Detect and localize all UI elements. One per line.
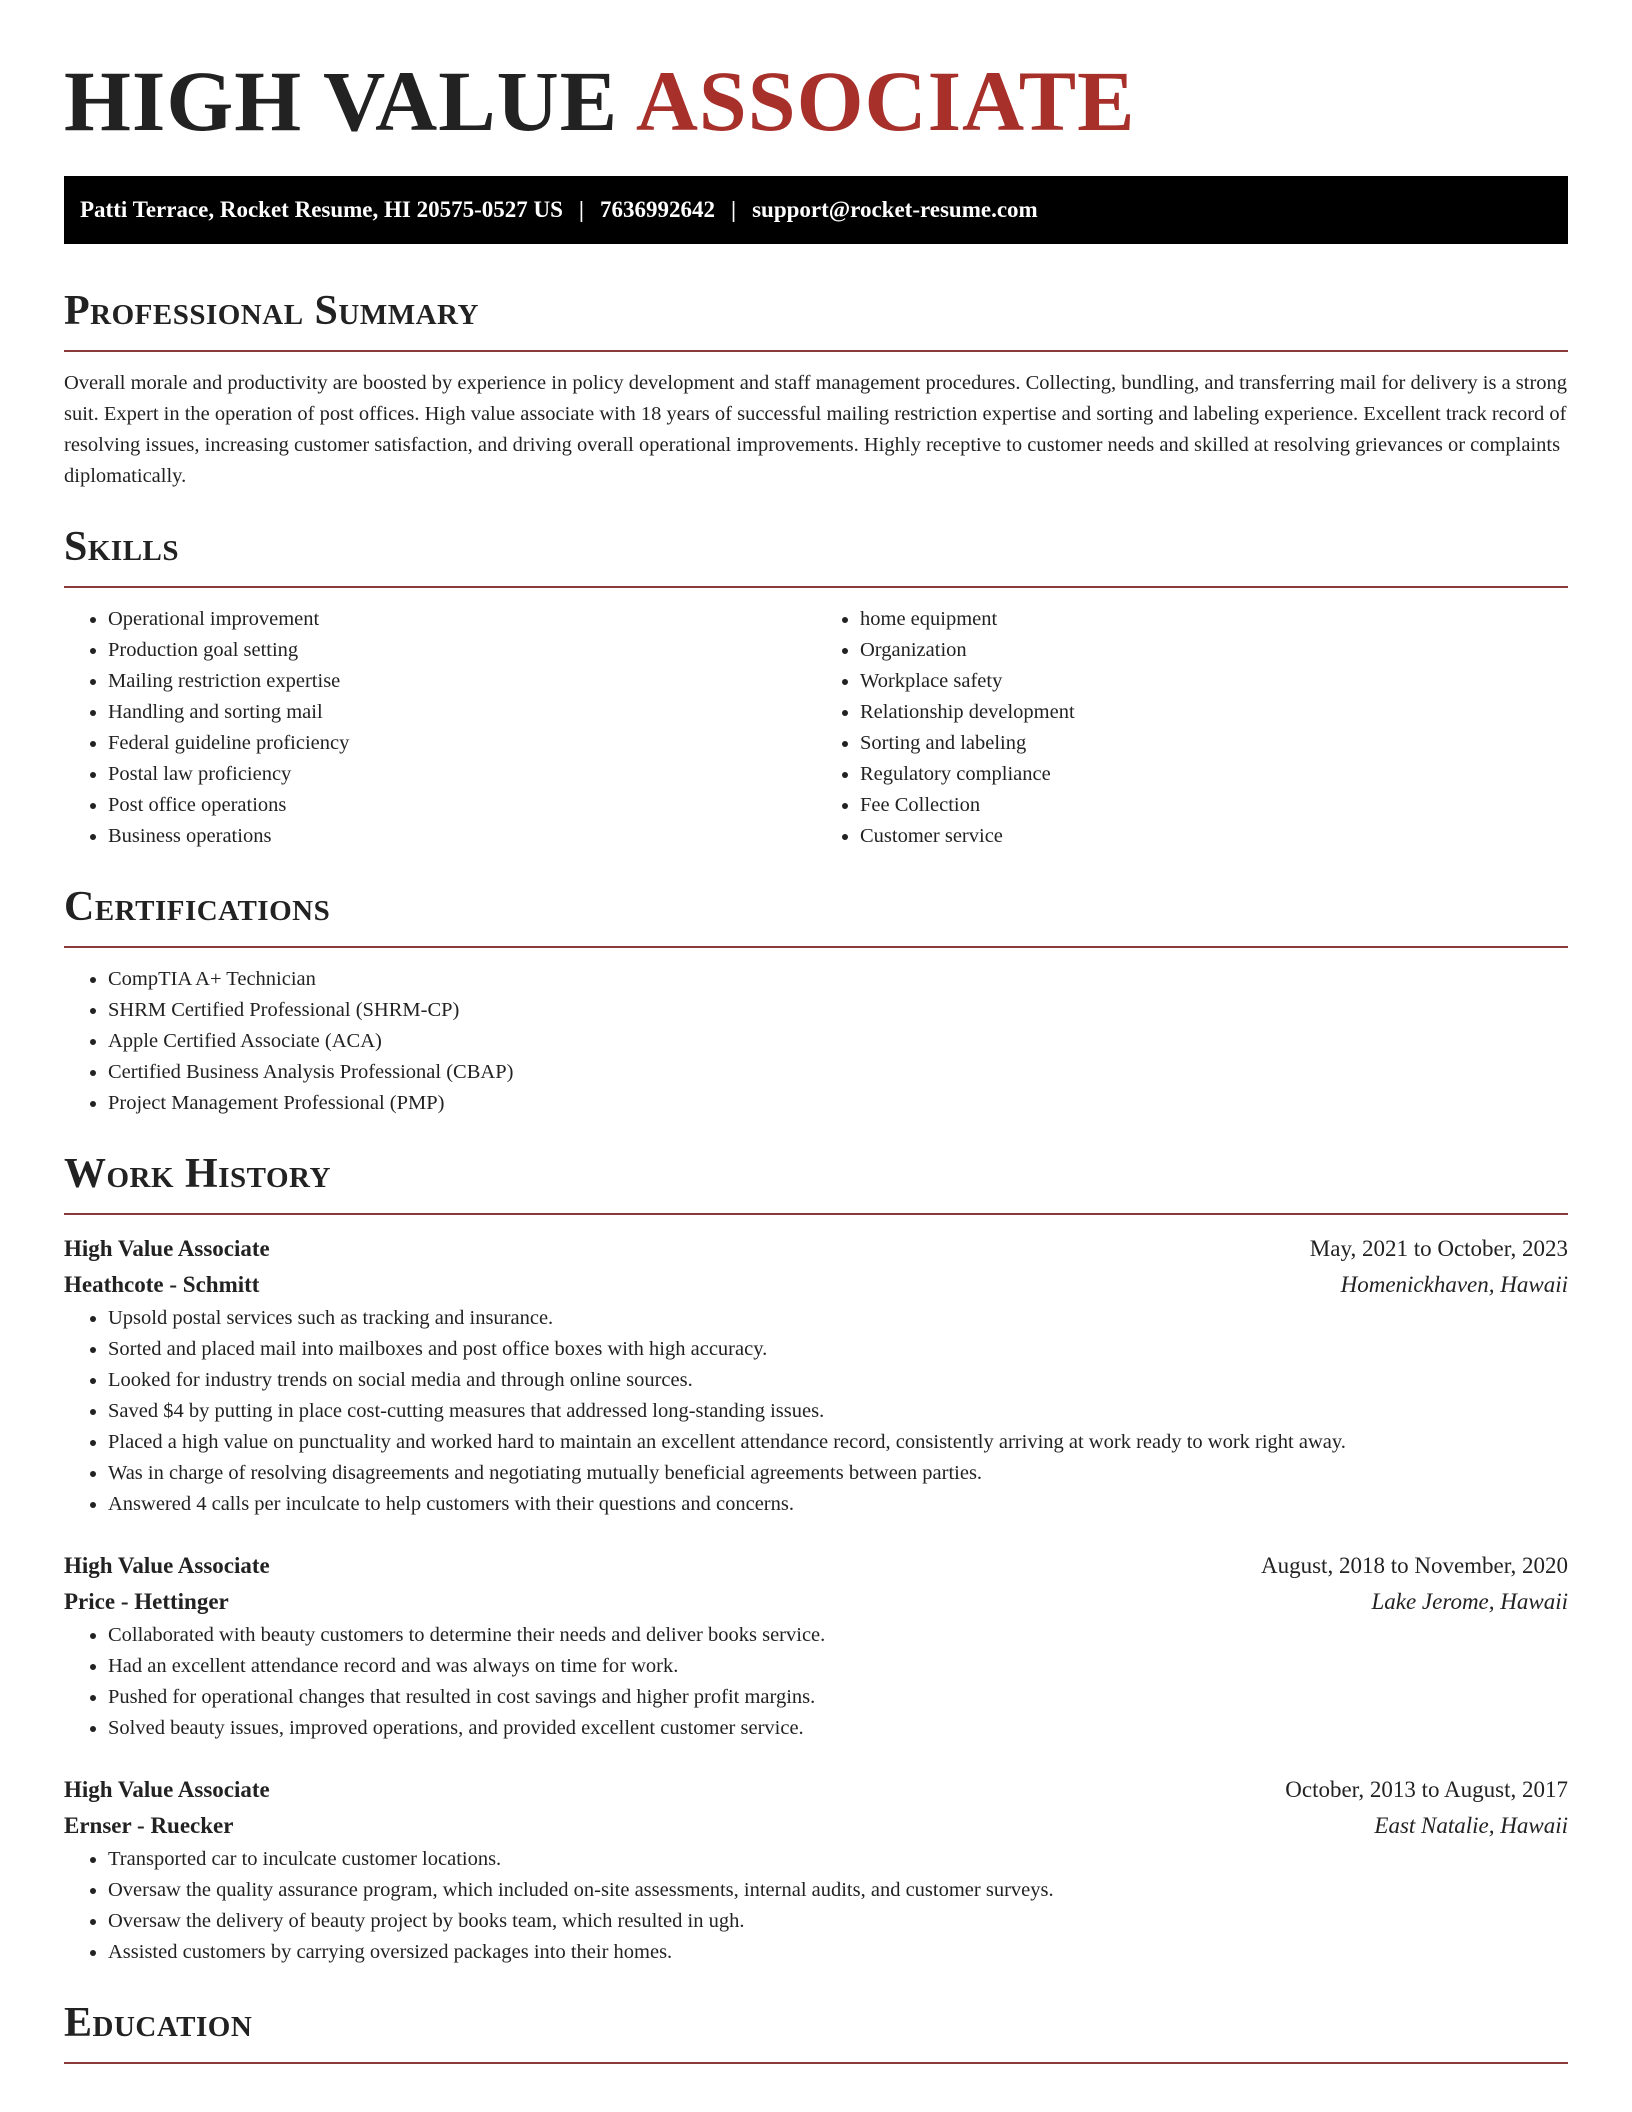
title-part-dark: HIGH VALUE [64,53,619,149]
certification-item: • CompTIA A+ Technician [108,964,1568,995]
skill-item: • Customer service [860,821,1568,852]
summary-text: Overall morale and productivity are boosted by experience in policy development and staff management procedures. Collecting, bundling, and transferring mail for delivery is a strong suit. Expert in the operation of post offices. High value associate with 18 years of successful mailing restriction expertise and sorting and labeling experience. Excellent track record of resolving issues, increasing customer satisfaction, and driving overall operational improvements. Highly receptive to customer needs and skilled at resolving grievances or complaints diplomatically. [64,372,1568,487]
job-duties-list [64,1620,1568,1744]
skill-item: • Mailing restriction expertise [108,666,816,697]
skill-item: • Workplace safety [860,666,1568,697]
job-header [64,1231,1568,1267]
job-duty: • Transported car to inculcate customer locations. [108,1844,1568,1875]
job-duty: • Pushed for operational changes that resulted in cost savings and higher profit margins. [108,1682,1568,1713]
contact-phone[interactable]: 7636992642 [600,197,715,222]
job-company: Ernser - Ruecker [64,1813,234,1838]
section-heading-summary: Professional Summary [64,288,479,334]
section-heading-work-history: Work History [64,1151,331,1197]
section-divider [64,946,1568,948]
job-dates: October, 2013 to August, 2017 [1285,1777,1568,1802]
job-duties-list [64,1844,1568,1968]
summary-section [64,284,1568,492]
job-title: High Value Associate [64,1553,270,1578]
certifications-list [64,964,1568,1119]
section-heading-certifications: Certifications [64,884,331,930]
skill-item: • Production goal setting [108,635,816,666]
section-divider [64,350,1568,352]
skill-item: • Relationship development [860,697,1568,728]
job-duty: • Had an excellent attendance record and was always on time for work. [108,1651,1568,1682]
job-duties-list [64,1303,1568,1520]
contact-bar [64,176,1568,244]
job-duty: • Sorted and placed mail into mailboxes and post office boxes with high accuracy. [108,1334,1568,1365]
job-duty: • Upsold postal services such as tracking and insurance. [108,1303,1568,1334]
job-location: East Natalie, Hawaii [1374,1813,1568,1838]
skill-item: • Fee Collection [860,790,1568,821]
job-location: Lake Jerome, Hawaii [1371,1589,1568,1614]
job-header [64,1548,1568,1584]
skills-list-right [816,604,1568,852]
contact-email[interactable]: support@rocket-resume.com [752,197,1038,222]
job-duty: • Oversaw the quality assurance program, which included on-site assessments, internal audits, and customer surveys. [108,1875,1568,1906]
certification-item: • Certified Business Analysis Professional (CBAP) [108,1057,1568,1088]
section-divider [64,586,1568,588]
skill-item: • Federal guideline proficiency [108,728,816,759]
education-section [64,1996,1568,2064]
skill-item: • Sorting and labeling [860,728,1568,759]
skill-item: • Business operations [108,821,816,852]
section-heading-skills: Skills [64,524,180,570]
job-company: Price - Hettinger [64,1589,229,1614]
job-duty: • Answered 4 calls per inculcate to help customers with their questions and concerns. [108,1489,1568,1520]
job-location: Homenickhaven, Hawaii [1340,1272,1568,1297]
skills-section [64,520,1568,852]
skill-item: • Handling and sorting mail [108,697,816,728]
job-duty: • Collaborated with beauty customers to determine their needs and deliver books service. [108,1620,1568,1651]
contact-address: Patti Terrace, Rocket Resume, HI 20575-0527 US [80,197,563,222]
certification-item: • SHRM Certified Professional (SHRM-CP) [108,995,1568,1026]
section-divider [64,1213,1568,1215]
title-part-accent: ASSOCIATE [635,53,1136,149]
job-duty: • Assisted customers by carrying oversized packages into their homes. [108,1937,1568,1968]
job-subheader [64,1584,1568,1620]
job-duty: • Placed a high value on punctuality and worked hard to maintain an excellent attendance record, consistently arriving at work ready to work right away. [108,1427,1568,1458]
resume-title [64,0,1568,176]
skills-grid [64,604,1568,852]
skill-item: • Post office operations [108,790,816,821]
job-duty: • Looked for industry trends on social media and through online sources. [108,1365,1568,1396]
certification-item: • Project Management Professional (PMP) [108,1088,1568,1119]
section-heading-education: Education [64,2000,253,2046]
job-subheader [64,1267,1568,1303]
job-header [64,1772,1568,1808]
certification-item: • Apple Certified Associate (ACA) [108,1026,1568,1057]
job-duty: • Was in charge of resolving disagreements and negotiating mutually beneficial agreements between parties. [108,1458,1568,1489]
contact-separator: | [731,197,737,222]
contact-separator: | [578,197,584,222]
work-history-section [64,1147,1568,1968]
skill-item: • Regulatory compliance [860,759,1568,790]
job-entry [64,1231,1568,1520]
job-entry [64,1548,1568,1744]
skills-list-left [64,604,816,852]
skill-item: • Organization [860,635,1568,666]
job-title: High Value Associate [64,1777,270,1802]
certifications-section [64,880,1568,1119]
skill-item: • home equipment [860,604,1568,635]
job-dates: May, 2021 to October, 2023 [1309,1236,1568,1261]
job-company: Heathcote - Schmitt [64,1272,260,1297]
job-title: High Value Associate [64,1236,270,1261]
job-entry [64,1772,1568,1968]
job-duty: • Solved beauty issues, improved operations, and provided excellent customer service. [108,1713,1568,1744]
skill-item: • Postal law proficiency [108,759,816,790]
job-subheader [64,1808,1568,1844]
section-divider [64,2062,1568,2064]
job-duty: • Saved $4 by putting in place cost-cutting measures that addressed long-standing issues. [108,1396,1568,1427]
job-duty: • Oversaw the delivery of beauty project by books team, which resulted in ugh. [108,1906,1568,1937]
job-dates: August, 2018 to November, 2020 [1261,1553,1568,1578]
skill-item: • Operational improvement [108,604,816,635]
